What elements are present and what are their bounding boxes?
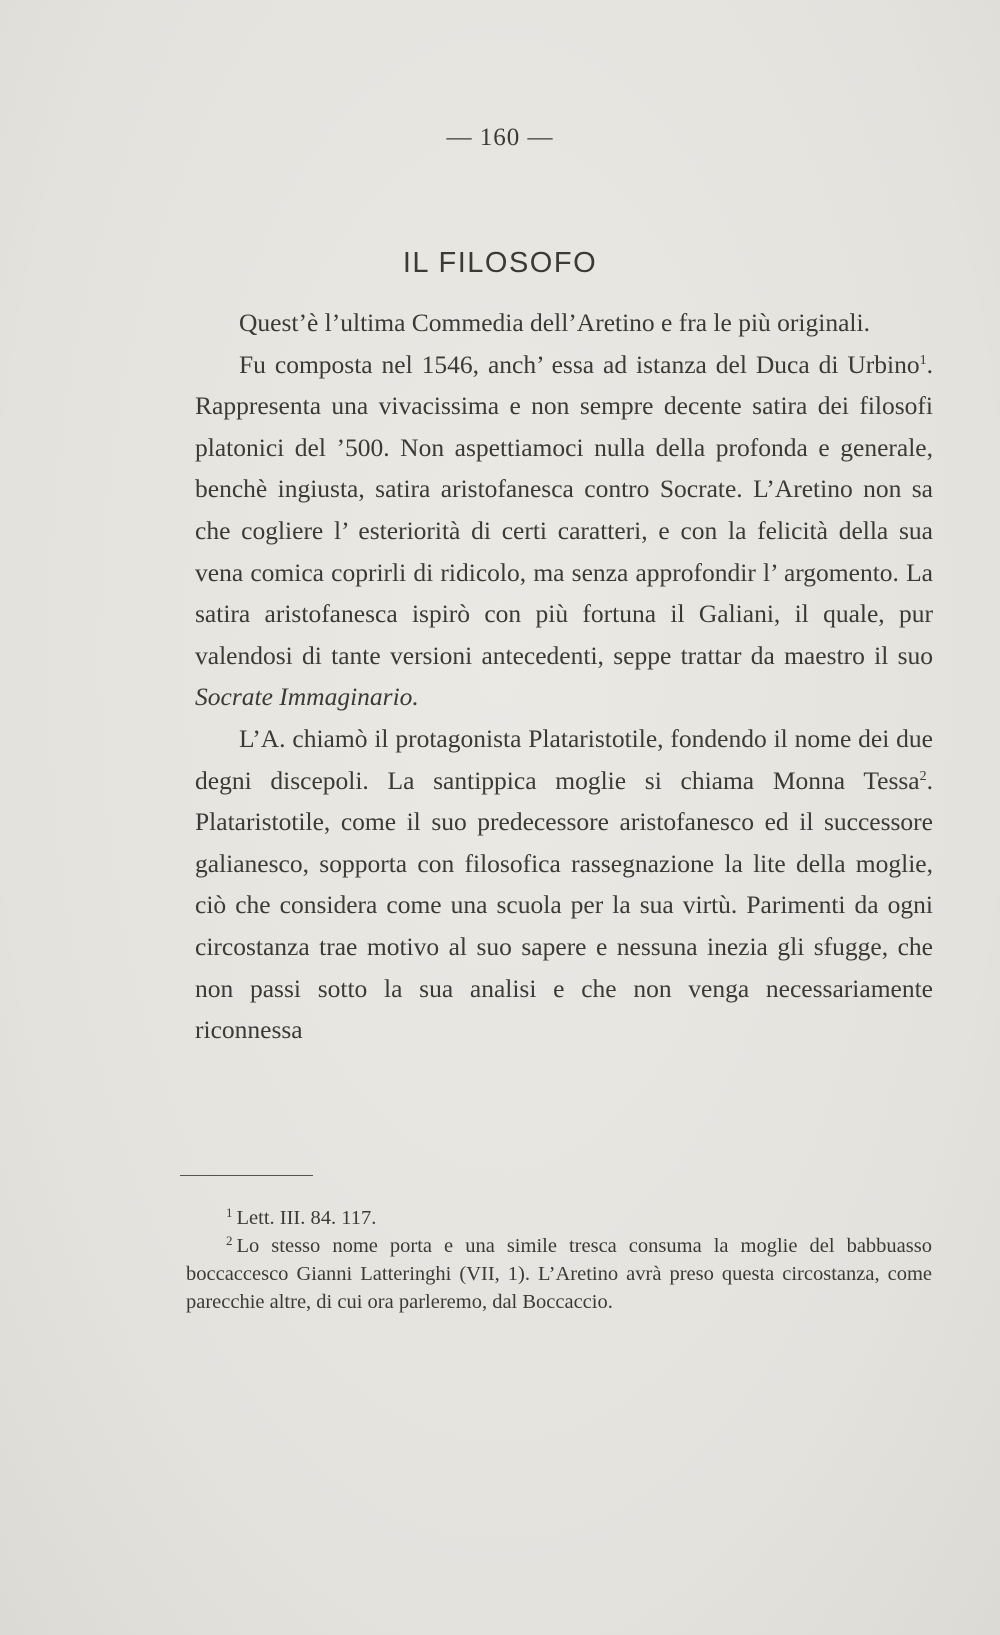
footnote-divider	[180, 1175, 313, 1176]
footnote-2	[186, 1232, 932, 1316]
paragraph-3	[195, 718, 933, 1051]
chapter-title: IL FILOSOFO	[402, 247, 598, 280]
work-title-socrate-immaginario: Socrate Immaginario.	[195, 682, 419, 712]
footnote-2-mark: 2	[226, 1233, 233, 1248]
footnote-1	[186, 1204, 932, 1232]
footnote-1-mark: 1	[226, 1205, 233, 1220]
footnotes	[186, 1204, 932, 1316]
footnote-1-text: Lett. III. 84. 117.	[236, 1207, 377, 1229]
paragraph-2-text-a: Fu composta nel 1546, anch’ essa ad istanza del Duca di Urbino	[239, 349, 920, 379]
page-number: — 160 —	[446, 124, 554, 151]
body-text	[195, 302, 933, 1051]
paragraph-2	[195, 344, 933, 718]
footnote-reference-2[interactable]: 2	[919, 768, 927, 784]
paragraph-1: Quest’è l’ultima Commedia dell’Aretino e fra le più originali.	[239, 308, 870, 337]
footnote-reference-1[interactable]: 1	[919, 352, 927, 368]
footnote-2-text: Lo stesso nome porta e una simile tresca consuma la moglie del babbuasso boccaccesco Gianni Latteringhi (VII, 1). L’Aretino avrà preso questa circostanza, come parecchie altre, di cui ora parleremo, dal Boccaccio.	[186, 1235, 932, 1313]
paragraph-2-text-b: . Rappresenta una vivacissima e non sempre decente satira dei filosofi platonici del ’500. Non aspettiamoci nulla della profonda e generale, benchè ingiusta, satira aristofanesca contro Socrate. L’Aretino non sa che cogliere l’ esteriorità di certi caratteri, e con la felicità della sua vena comica coprirli di ridicolo, ma senza approfondir l’ argomento. La satira aristofanesca ispirò con più fortuna il Galiani, il quale, pur valendosi di tante versioni antecedenti, seppe trattar da maestro il suo	[195, 349, 933, 670]
paragraph-3-text-b: . Plataristotile, come il suo predecessore aristofanesco ed il successore galianesco, sopporta con filosofica rassegnazione la lite della moglie, ciò che considera come una scuola per la sua virtù. Parimenti da ogni circostanza trae motivo al suo sapere e nessuna inezia gli sfugge, che non passi sotto la sua analisi e che non venga necessariamente riconnessa	[195, 765, 933, 1045]
paragraph-3-text-a: L’A. chiamò il protagonista Plataristotile, fondendo il nome dei due degni discepoli. La santippica moglie si chiama Monna Tessa	[195, 723, 933, 795]
